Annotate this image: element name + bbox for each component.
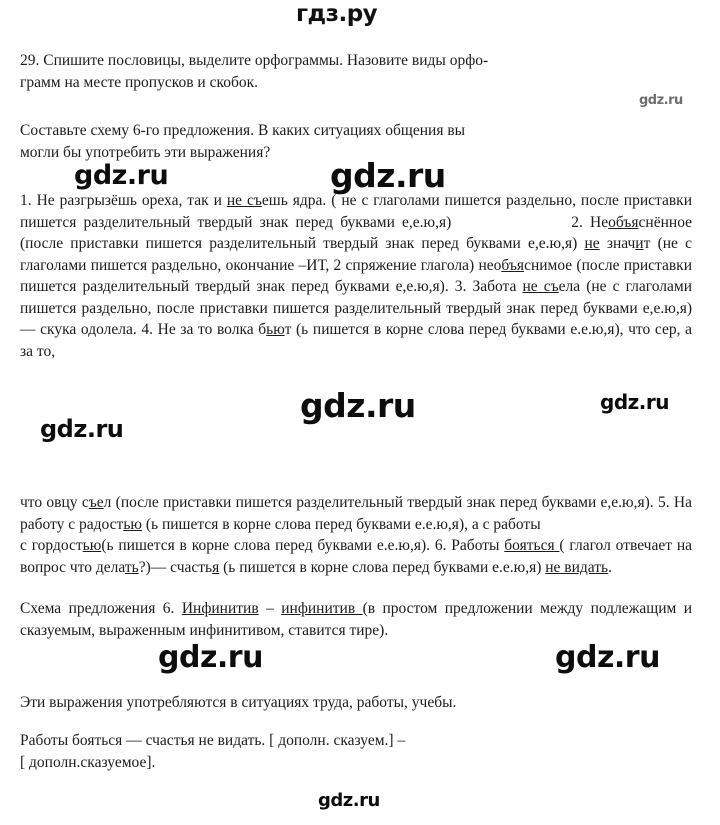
term-infinitive-1: Инфинитив bbox=[181, 600, 259, 617]
sentence-6-text-b: ?)— счасть bbox=[138, 558, 213, 576]
watermark: gdz.ru bbox=[330, 156, 446, 195]
orthogram-ne-vidat: не видать bbox=[545, 558, 609, 576]
schema-intro: Схема предложения 6. bbox=[20, 600, 182, 617]
schema-explanation: (в простом предложении между подлежащим и сказуемым, выраженным инфинитивом, ставится тире). bbox=[20, 600, 693, 639]
exercise-task bbox=[20, 50, 640, 93]
sentence-3-text: 3. Забота bbox=[454, 278, 523, 295]
watermark: gdz.ru bbox=[600, 390, 669, 414]
sentence-6-end: . bbox=[608, 558, 612, 576]
orthogram-i: и bbox=[635, 235, 644, 252]
sentence-1-explanation: ешь ядра. ( не с глаголами пишется раздельно, после приставки пишется разделительный твердый знак перед буквами е,е.ю,я) bbox=[20, 192, 692, 231]
answer-part-2 bbox=[20, 492, 692, 578]
sentence-5-explanation: (ь пишется в корне слова перед буквами е.е.ю,я), а с работы bbox=[141, 515, 541, 533]
orthogram-ne-s: не съ bbox=[226, 192, 262, 209]
sentence-2-explanation: снённое (после приставки пишется разделительный твердый знак перед буквами е,е.ю,я) bbox=[20, 213, 693, 252]
watermark: gdz.ru bbox=[639, 93, 683, 108]
orthogram-ne-sye: не съ bbox=[522, 278, 559, 295]
orthogram-yu: ью bbox=[266, 321, 285, 338]
final-scheme bbox=[20, 730, 692, 773]
answer-part-1 bbox=[20, 190, 692, 362]
orthogram-yu-gordost: ью bbox=[82, 537, 102, 554]
orthogram-yu-radost: ью bbox=[123, 515, 142, 533]
task-line-2: грамм на месте пропусков и скобок. bbox=[20, 73, 259, 91]
orthogram-ye: ъе bbox=[88, 494, 104, 511]
sentence-3-explanation: ела (не с глаголами пишется раздельно, после приставки пишется разделительный твердый знак перед буквами е,е.ю,я) — скука одолела. bbox=[20, 278, 692, 338]
sentence-4-cont-text: что овцу с bbox=[20, 494, 89, 511]
orthogram-boyatsya: бояться bbox=[504, 537, 560, 554]
sentence-5-text-b: с гордост bbox=[20, 537, 83, 554]
watermark: gdz.ru bbox=[74, 160, 169, 191]
site-logo[interactable]: гдз.ру bbox=[296, 1, 378, 27]
sentence-6-explanation: ( глагол отвечает на вопрос что дела bbox=[20, 537, 693, 576]
scheme-line-1: Работы бояться — счастья не видать. [ дополн. сказуем.] – bbox=[20, 732, 406, 749]
watermark: gdz.ru bbox=[158, 640, 263, 675]
orthogram-obya: объя bbox=[608, 213, 639, 231]
sentence-2-explanation-c: снимое (после приставки пишется разделительный твердый знак перед буквами е,е.ю,я). bbox=[20, 256, 692, 295]
schema-dash: – bbox=[258, 600, 282, 617]
question-line-2: могли бы употребить эти выражения? bbox=[20, 143, 271, 161]
orthogram-bya: бъя bbox=[501, 256, 525, 274]
sentence-schema-paragraph bbox=[20, 598, 692, 641]
sentence-2-text: 2. Не bbox=[571, 213, 609, 231]
sentence-4-cont-explanation: л (после приставки пишется разделительный твердый знак перед буквами е,е.ю,я). bbox=[103, 494, 658, 511]
watermark: gdz.ru bbox=[555, 640, 660, 675]
task-line-1: 29. Спишите пословицы, выделите орфограммы. Назовите виды орфо- bbox=[20, 52, 489, 69]
sentence-6-text: 6. Работы bbox=[434, 537, 505, 554]
term-infinitive-2: инфинитив bbox=[281, 600, 363, 617]
orthogram-ne: не bbox=[584, 235, 600, 252]
sentence-5-text: 5. На работу с радост bbox=[20, 494, 693, 533]
question-line-1: Составьте схему 6-го предложения. В каких ситуациях общения вы bbox=[20, 122, 466, 139]
sentence-2-explanation-b: т (не с глаголами пишется раздельно, окончание –ИТ, 2 спряжение глагола) нео bbox=[20, 235, 692, 274]
orthogram-t: ть bbox=[124, 558, 139, 576]
usage-note: Эти выражения употребляются в ситуациях труда, работы, учебы. bbox=[20, 694, 457, 711]
sentence-1-text: 1. Не разгрызёшь ореха, так и bbox=[20, 192, 227, 209]
sentence-6-explanation-b: (ь пишется в корне слова перед буквами е.е.ю,я) bbox=[219, 558, 546, 576]
watermark: gdz.ru bbox=[318, 790, 380, 811]
watermark: gdz.ru bbox=[300, 386, 416, 425]
scheme-line-2: [ дополн.сказуемое]. bbox=[20, 753, 156, 771]
orthogram-ya: я bbox=[212, 558, 220, 576]
sentence-4-explanation: т (ь пишется в корне слова перед буквами е.е.ю,я), что сер, а за то, bbox=[20, 321, 692, 360]
sentence-4-text: 4. Не за то волка б bbox=[141, 321, 267, 338]
watermark: gdz.ru bbox=[40, 415, 124, 443]
sentence-5-explanation-b: (ь пишется в корне слова перед буквами е.е.ю,я). bbox=[101, 537, 435, 554]
exercise-question bbox=[20, 120, 630, 163]
sentence-2-text-b: знач bbox=[599, 235, 636, 252]
